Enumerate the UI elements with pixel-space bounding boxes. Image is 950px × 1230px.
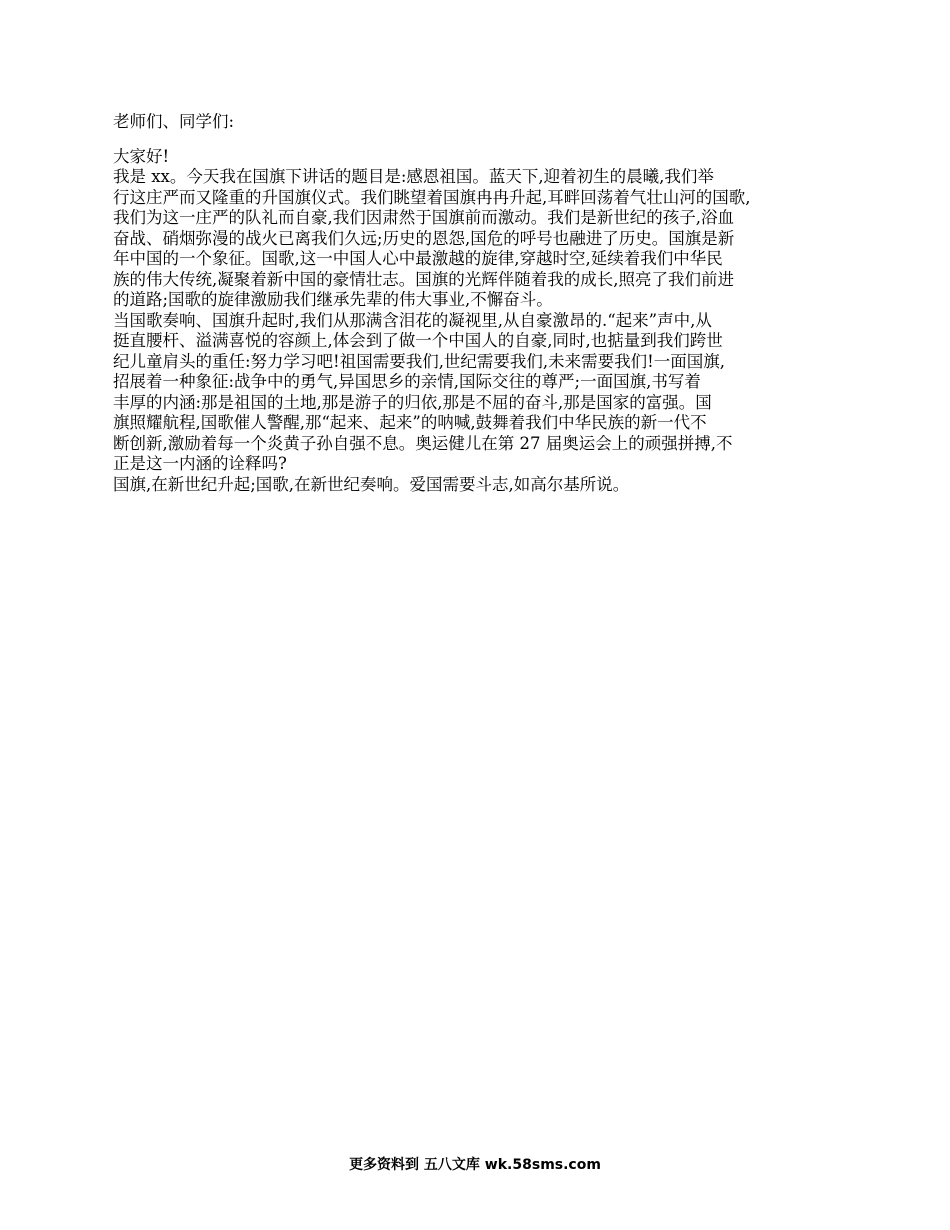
footer-link-text: 更多资料到 五八文库 wk.58sms.com [349,1157,601,1173]
paragraph-line: 正是这一内涵的诠释吗? [113,454,287,473]
paragraph-line: 纪儿童肩头的重任:努力学习吧!祖国需要我们,世纪需要我们,未来需要我们!一面国旗, [113,351,726,371]
paragraph-line: 的道路;国歌的旋律激励我们继承先辈的伟大事业,不懈奋斗。 [113,290,553,309]
paragraph-line: 挺直腰杆、溢满喜悦的容颜上,体会到了做一个中国人的自豪,同时,也掂量到我们跨世 [113,331,723,350]
paragraph-line: 当国歌奏响、国旗升起时,我们从那满含泪花的凝视里,从自豪激昂的.“起来”声中,从 [113,310,712,330]
salutation: 老师们、同学们: [113,112,235,131]
paragraph-2 [113,311,843,475]
paragraph-line: 招展着一种象征:战争中的勇气,异国思乡的亲情,国际交往的尊严;一面国旗,书写着 [113,372,701,391]
speech-body [113,112,843,495]
spacer [113,133,843,147]
paragraph-line: 国旗,在新世纪升起;国歌,在新世纪奏响。爱国需要斗志,如高尔基所说。 [113,474,630,494]
paragraph-line: 丰厚的内涵:那是祖国的土地,那是游子的归依,那是不屈的奋斗,那是国家的富强。国 [113,392,712,412]
paragraph-line: 我们为这一庄严的队礼而自豪,我们因肃然于国旗前而激动。我们是新世纪的孩子,浴血 [113,208,734,227]
paragraph-line: 我是 xx。今天我在国旗下讲话的题目是:感恩祖国。蓝天下,迎着初生的晨曦,我们举 [113,167,714,186]
paragraph-line: 奋战、硝烟弥漫的战火已离我们久远;历史的恩怨,国危的呼号也融进了历史。国旗是新 [113,228,735,248]
paragraph-line: 旗照耀航程,国歌催人警醒,那“起来、起来”的呐喊,鼓舞着我们中华民族的新一代不 [113,413,707,432]
paragraph-line: 行这庄严而又隆重的升国旗仪式。我们眺望着国旗冉冉升起,耳畔回荡着气壮山河的国歌, [113,187,751,207]
paragraph-line: 族的伟大传统,凝聚着新中国的豪情壮志。国旗的光辉伴随着我的成长,照亮了我们前进 [113,269,734,289]
greeting: 大家好! [113,146,170,166]
paragraph-line: 年中国的一个象征。国歌,这一中国人心中最激越的旋律,穿越时空,延续着我们中华民 [113,249,723,268]
paragraph-line: 断创新,激励着每一个炎黄子孙自强不息。奥运健儿在第 27 届奥运会上的顽强拼搏,不 [113,433,733,453]
paragraph-1 [113,167,843,311]
paragraph-3 [113,475,843,496]
